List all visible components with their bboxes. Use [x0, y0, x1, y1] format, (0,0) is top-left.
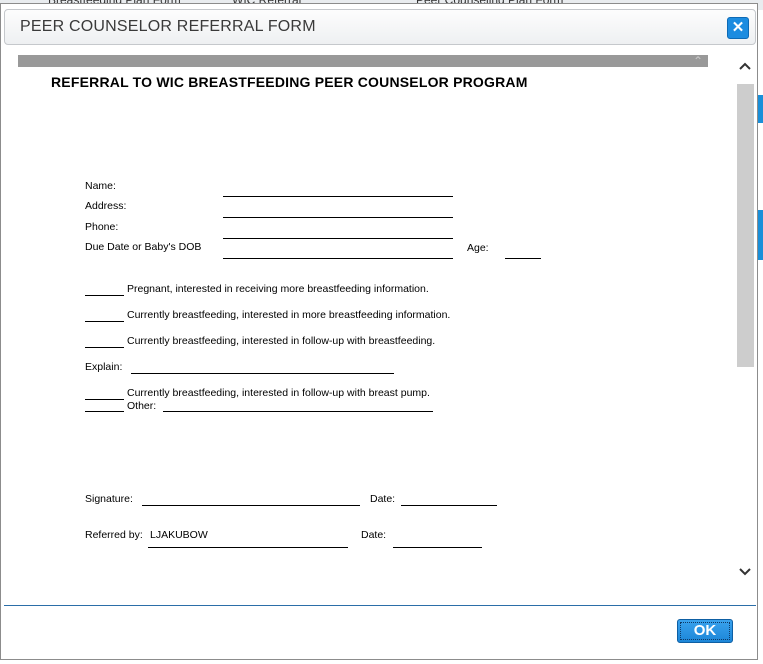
footer-divider — [4, 605, 756, 606]
viewer-toolbar — [18, 55, 708, 67]
chevron-up-icon[interactable] — [736, 57, 754, 75]
referred-by-line — [148, 547, 348, 548]
chevron-up-icon[interactable]: ⌃ — [693, 54, 704, 68]
option-blank — [85, 321, 124, 322]
ok-button[interactable]: OK — [677, 619, 733, 643]
scrollbar-thumb[interactable] — [737, 84, 754, 367]
dialog-titlebar — [4, 9, 756, 45]
signature-label: Signature: — [85, 493, 133, 505]
option-blank — [85, 295, 124, 296]
option-blank — [85, 399, 124, 400]
name-line — [223, 196, 453, 197]
option-follow-up: Currently breastfeeding, interested in follow-up with breastfeeding. — [127, 335, 436, 347]
address-line — [223, 217, 453, 218]
due-date-label: Due Date or Baby's DOB — [85, 241, 202, 253]
chevron-down-icon[interactable] — [736, 563, 754, 581]
option-pregnant: Pregnant, interested in receiving more breastfeeding information. — [127, 283, 429, 295]
referral-date-line — [393, 547, 482, 548]
referral-dialog — [0, 3, 758, 660]
due-date-line — [223, 258, 453, 259]
address-label: Address: — [85, 200, 127, 212]
dialog-title: PEER COUNSELOR REFERRAL FORM — [20, 18, 316, 35]
option-blank — [85, 411, 124, 412]
referral-date-label: Date: — [361, 529, 387, 541]
other-line — [163, 411, 433, 412]
phone-label: Phone: — [85, 221, 119, 233]
close-icon: ✕ — [731, 19, 745, 36]
close-button[interactable] — [727, 17, 749, 39]
date-label: Date: — [370, 493, 396, 505]
referred-by-label: Referred by: — [85, 529, 143, 541]
vertical-scrollbar[interactable] — [733, 51, 757, 599]
date-line — [401, 505, 497, 506]
signature-line — [142, 505, 360, 506]
age-line — [505, 258, 541, 259]
option-breast-pump: Currently breastfeeding, interested in follow-up with breast pump. — [127, 387, 430, 399]
option-blank — [85, 347, 124, 348]
explain-line — [131, 373, 394, 374]
document-viewer — [18, 51, 708, 599]
form-heading: REFERRAL TO WIC BREASTFEEDING PEER COUNSELOR PROGRAM — [51, 74, 528, 90]
referred-by-value: LJAKUBOW — [150, 529, 208, 541]
phone-line — [223, 238, 453, 239]
name-label: Name: — [85, 180, 116, 192]
other-label: Other: — [127, 400, 157, 412]
age-label: Age: — [467, 242, 489, 254]
option-more-info: Currently breastfeeding, interested in more breastfeeding information. — [127, 309, 451, 321]
explain-label: Explain: — [85, 361, 123, 373]
